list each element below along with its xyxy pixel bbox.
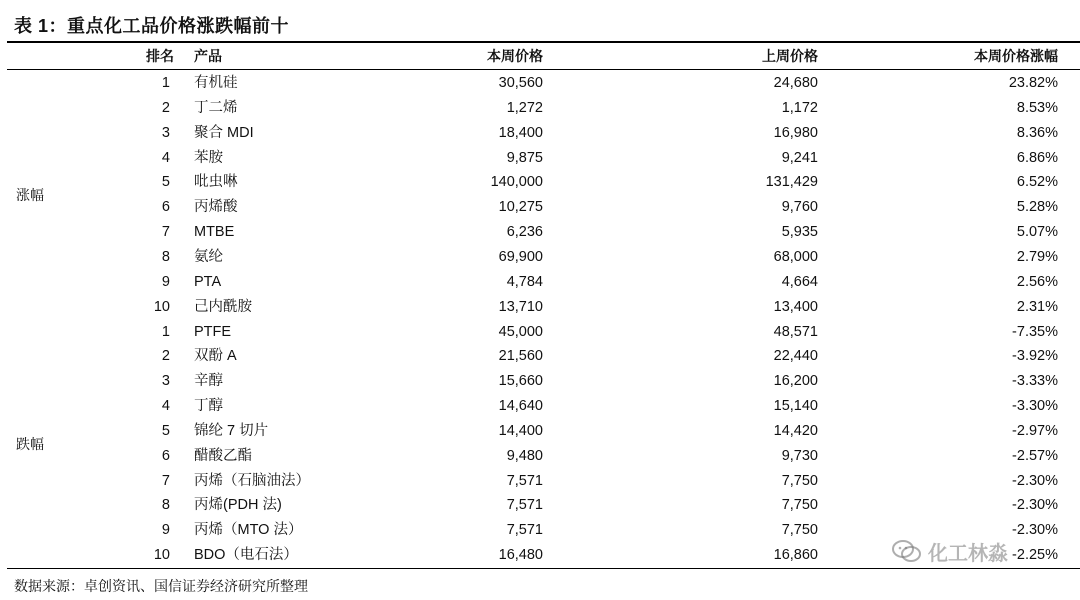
rank-cell: 6 [161,199,170,216]
price-change-cell: -2.30% [1012,497,1058,514]
table-row [0,543,1080,568]
this-week-price-cell: 9,480 [506,447,543,464]
last-week-price-cell: 24,680 [773,75,818,91]
product-cell: 有机硅 [194,75,238,91]
header-last-week-price: 上周价格 [762,48,818,64]
rank-cell: 6 [161,447,170,464]
rank-cell: 1 [161,75,170,91]
table-row [0,71,1080,96]
price-change-cell: 6.52% [1016,174,1058,191]
bottom-rule [7,568,1080,569]
last-week-price-cell: 4,664 [781,273,818,290]
header-product: 产品 [194,48,222,64]
product-cell: BDO（电石法） [194,547,298,564]
price-change-cell: 5.07% [1016,224,1058,241]
group-label-up: 涨幅 [16,187,44,203]
this-week-price-cell: 13,710 [498,298,543,315]
this-week-price-cell: 9,875 [506,149,543,166]
last-week-price-cell: 1,172 [781,99,818,116]
this-week-price-cell: 69,900 [498,248,543,265]
product-cell: 吡虫啉 [194,174,238,191]
last-week-price-cell: 7,750 [781,497,818,514]
last-week-price-cell: 131,429 [765,174,818,191]
price-change-cell: -3.33% [1012,373,1058,390]
last-week-price-cell: 9,760 [781,199,818,216]
table-row [0,394,1080,419]
table-row [0,419,1080,444]
price-change-cell: 8.36% [1016,124,1058,141]
table-row [0,220,1080,245]
rank-cell: 2 [161,99,170,116]
rank-cell: 4 [161,398,170,415]
price-change-cell: 6.86% [1016,149,1058,166]
last-week-price-cell: 16,980 [773,124,818,141]
this-week-price-cell: 14,400 [498,422,543,439]
rank-cell: 5 [161,174,170,191]
rank-cell: 8 [161,497,170,514]
this-week-price-cell: 45,000 [498,323,543,340]
rank-cell: 7 [161,472,170,489]
product-cell: 氨纶 [194,248,223,265]
table-row [0,518,1080,543]
price-change-cell: -2.97% [1012,422,1058,439]
product-cell: PTA [194,273,222,290]
this-week-price-cell: 6,236 [506,224,543,241]
product-cell: 苯胺 [194,149,223,166]
group-label-down: 跌幅 [16,436,44,452]
table-row [0,493,1080,518]
table-row [0,344,1080,369]
this-week-price-cell: 18,400 [498,124,543,141]
table-row [0,444,1080,469]
table-row [0,320,1080,345]
table-row [0,121,1080,146]
table-row [0,96,1080,121]
last-week-price-cell: 9,730 [781,447,818,464]
price-change-cell: -2.57% [1012,447,1058,464]
last-week-price-cell: 22,440 [773,348,818,365]
table-row [0,195,1080,220]
header-rule [7,69,1080,70]
rank-cell: 3 [161,124,170,141]
product-cell: PTFE [194,323,232,340]
last-week-price-cell: 48,571 [773,323,818,340]
last-week-price-cell: 5,935 [781,224,818,241]
this-week-price-cell: 21,560 [498,348,543,365]
table-row [0,469,1080,494]
this-week-price-cell: 4,784 [506,273,543,290]
product-cell: 双酚 A [194,348,237,365]
price-change-cell: 2.56% [1016,273,1058,290]
rank-cell: 9 [161,522,170,539]
this-week-price-cell: 10,275 [498,199,543,216]
last-week-price-cell: 7,750 [781,472,818,489]
this-week-price-cell: 7,571 [506,497,543,514]
product-cell: 聚合 MDI [194,124,254,141]
product-cell: 丙烯(PDH 法) [194,497,282,514]
table-row [0,146,1080,171]
last-week-price-cell: 16,200 [773,373,818,390]
table-title: 表 1：重点化工品价格涨跌幅前十 [14,16,290,36]
product-cell: 丙烯（MTO 法） [194,522,303,539]
last-week-price-cell: 15,140 [773,398,818,415]
header-price-change: 本周价格涨幅 [974,48,1058,64]
rank-cell: 2 [161,348,170,365]
product-cell: MTBE [194,224,235,241]
product-cell: 丙烯（石脑油法） [194,472,310,489]
table-row [0,295,1080,320]
product-cell: 醋酸乙酯 [194,447,252,464]
price-change-cell: 23.82% [1008,75,1058,91]
product-cell: 丙烯酸 [194,199,238,216]
product-cell: 丁醇 [194,398,223,415]
price-change-cell: 2.79% [1016,248,1058,265]
table-row [0,369,1080,394]
last-week-price-cell: 7,750 [781,522,818,539]
last-week-price-cell: 16,860 [773,547,818,564]
last-week-price-cell: 9,241 [781,149,818,166]
rank-cell: 4 [161,149,170,166]
product-cell: 丁二烯 [194,99,238,116]
watermark-text: 化工林淼 [928,543,1008,565]
this-week-price-cell: 15,660 [498,373,543,390]
this-week-price-cell: 16,480 [498,547,543,564]
price-change-cell: -2.25% [1012,547,1058,564]
rank-cell: 1 [161,323,170,340]
this-week-price-cell: 1,272 [506,99,543,116]
rank-cell: 5 [161,422,170,439]
table-row [0,170,1080,195]
price-change-cell: 5.28% [1016,199,1058,216]
source-note: 数据来源：卓创资讯、国信证券经济研究所整理 [14,578,308,594]
price-change-cell: 8.53% [1016,99,1058,116]
this-week-price-cell: 30,560 [498,75,543,91]
top-rule [7,41,1080,43]
product-cell: 己内酰胺 [194,298,252,315]
price-change-cell: -7.35% [1012,323,1058,340]
rank-cell: 8 [161,248,170,265]
this-week-price-cell: 7,571 [506,472,543,489]
this-week-price-cell: 14,640 [498,398,543,415]
product-cell: 锦纶 7 切片 [194,422,269,439]
rank-cell: 10 [153,298,170,315]
product-cell: 辛醇 [194,373,223,390]
last-week-price-cell: 14,420 [773,422,818,439]
this-week-price-cell: 7,571 [506,522,543,539]
price-change-cell: -3.30% [1012,398,1058,415]
table-row [0,245,1080,270]
price-change-cell: -3.92% [1012,348,1058,365]
rank-cell: 3 [161,373,170,390]
table-row [0,270,1080,295]
last-week-price-cell: 68,000 [773,248,818,265]
rank-cell: 9 [161,273,170,290]
price-change-cell: 2.31% [1016,298,1058,315]
last-week-price-cell: 13,400 [773,298,818,315]
this-week-price-cell: 140,000 [490,174,543,191]
rank-cell: 7 [161,224,170,241]
rank-cell: 10 [153,547,170,564]
header-rank: 排名 [146,48,174,64]
header-this-week-price: 本周价格 [487,48,543,64]
price-change-cell: -2.30% [1012,522,1058,539]
price-change-cell: -2.30% [1012,472,1058,489]
